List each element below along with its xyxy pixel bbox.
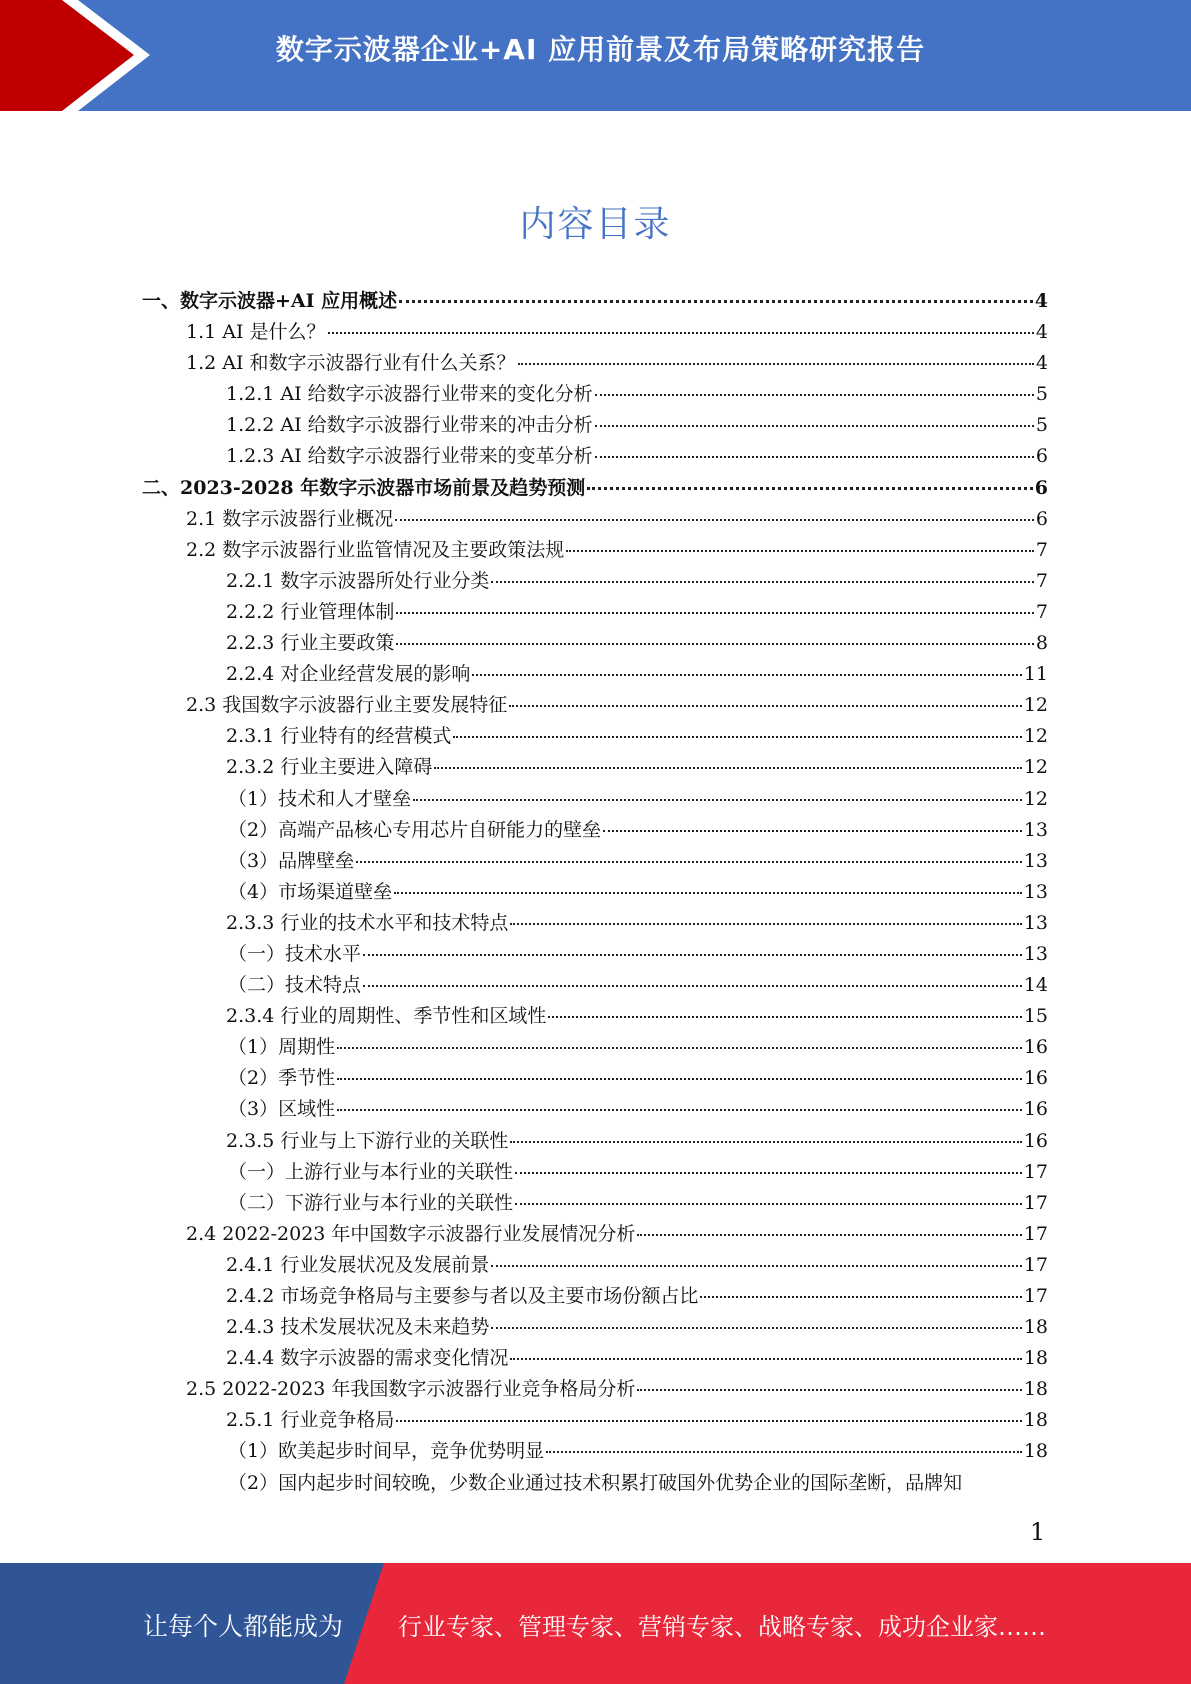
toc-heading: 内容目录 [519,204,672,245]
toc-entry-text: （2）国内起步时间较晚，少数企业通过技术积累打破国外优势企业的国际垄断，品牌知 [228,1471,963,1494]
toc-entry[interactable] [142,1063,1048,1094]
toc-entry-text: 2.2.2 行业管理体制 [226,600,395,623]
toc-leader-dots [491,1327,1021,1329]
toc-entry[interactable] [142,348,1048,379]
toc-entry-text: 2.4 2022-2023 年中国数字示波器行业发展情况分析 [186,1222,636,1245]
toc-entry[interactable] [142,1374,1048,1405]
toc-entry-text: 1.1 AI 是什么？ [186,321,326,344]
toc-entry-text: 2.2.1 数字示波器所处行业分类 [226,569,490,592]
toc-leader-dots [491,581,1034,583]
toc-page-number: 7 [1035,569,1048,592]
toc-leader-dots [595,394,1034,396]
toc-page-number: 7 [1035,600,1048,623]
toc-page-number: 16 [1023,1098,1048,1121]
toc-entry[interactable] [142,597,1048,628]
toc-entry[interactable] [142,628,1048,659]
toc-entry[interactable] [142,1188,1048,1219]
toc-entry-text: 1.2 AI 和数字示波器行业有什么关系？ [186,352,516,375]
toc-page-number: 7 [1035,538,1048,561]
toc-page-number: 18 [1023,1409,1048,1432]
toc-leader-dots [546,1451,1022,1453]
toc-entry[interactable] [142,410,1048,441]
toc-page-number: 17 [1023,1253,1048,1276]
toc-entry-text: 二、2023-2028 年数字示波器市场前景及趋势预测 [142,476,586,499]
toc-entry-text: 2.4.1 行业发展状况及发展前景 [226,1253,490,1276]
toc-entry[interactable] [142,970,1048,1001]
toc-leader-dots [363,985,1022,987]
toc-entry[interactable] [142,1032,1048,1063]
toc-leader-dots [548,1016,1021,1018]
toc-entry-text: 2.4.3 技术发展状况及未来趋势 [226,1316,490,1339]
header-banner [0,0,1191,111]
toc-page-number: 17 [1023,1222,1048,1245]
toc-page-number: 18 [1023,1347,1048,1370]
toc-entry-text: 1.2.1 AI 给数字示波器行业带来的变化分析 [226,383,593,406]
toc-page-number: 13 [1023,911,1048,934]
toc-entry[interactable] [142,1219,1048,1250]
toc-leader-dots [413,799,1022,801]
toc-entry-text: （二）下游行业与本行业的关联性 [228,1191,514,1214]
toc-leader-dots [510,923,1021,925]
toc-leader-dots [394,892,1022,894]
toc-entry[interactable] [142,1468,1048,1499]
toc-leader-dots [510,1141,1021,1143]
toc-leader-dots [396,643,1034,645]
toc-entry[interactable] [142,1126,1048,1157]
toc-page-number: 15 [1023,1005,1048,1028]
toc-entry[interactable] [142,784,1048,815]
toc-entry[interactable] [142,815,1048,846]
toc-leader-dots [396,1420,1021,1422]
toc-page-number: 12 [1023,725,1048,748]
toc-entry[interactable] [142,1157,1048,1188]
toc-entry[interactable] [142,504,1048,535]
toc-entry-text: 1.2.2 AI 给数字示波器行业带来的冲击分析 [226,414,593,437]
toc-leader-dots [453,736,1021,738]
toc-page-number: 12 [1023,787,1048,810]
toc-leader-dots [337,1047,1022,1049]
toc-entry-text: 2.3.2 行业主要进入障碍 [226,756,433,779]
toc-page-number: 4 [1034,290,1048,312]
toc-entry[interactable] [142,1436,1048,1467]
toc-leader-dots [566,550,1034,552]
toc-entry-text: （一）上游行业与本行业的关联性 [228,1160,514,1183]
toc-entry[interactable] [142,908,1048,939]
toc-entry[interactable] [142,877,1048,908]
toc-entry[interactable] [142,846,1048,877]
toc-entry[interactable] [142,659,1048,690]
toc-entry-text: （2）季节性 [228,1067,336,1090]
toc-entry-text: （一）技术水平 [228,942,362,965]
toc-entry-text: 2.5 2022-2023 年我国数字示波器行业竞争格局分析 [186,1378,636,1401]
toc-entry-text: （1）欧美起步时间早，竞争优势明显 [228,1440,545,1463]
toc-entry[interactable] [142,566,1048,597]
toc-entry-text: 2.4.2 市场竞争格局与主要参与者以及主要市场份额占比 [226,1285,699,1307]
toc-leader-dots [396,612,1034,614]
toc-entry-text: 2.3.3 行业的技术水平和技术特点 [226,911,509,934]
toc-leader-dots [399,300,1033,303]
toc-leader-dots [395,519,1034,521]
toc-entry-text: 2.2 数字示波器行业监管情况及主要政策法规 [186,538,565,561]
toc-entry-text: 1.2.3 AI 给数字示波器行业带来的变革分析 [226,445,593,468]
footer-banner [0,1563,1191,1684]
toc-entry-text: （二）技术特点 [228,974,362,997]
toc-leader-dots [328,332,1034,334]
toc-entry[interactable] [142,317,1048,348]
toc-leader-dots [637,1389,1021,1391]
toc-entry-text: （1）周期性 [228,1036,336,1059]
toc-entry-text: 2.3.1 行业特有的经营模式 [226,725,452,748]
toc-entry-text: 2.4.4 数字示波器的需求变化情况 [226,1347,509,1370]
toc-entry-text: 2.3 我国数字示波器行业主要发展特征 [186,694,508,717]
toc-leader-dots [337,1109,1022,1111]
toc-entry-text: 2.1 数字示波器行业概况 [186,507,394,530]
toc-leader-dots [434,767,1021,769]
toc-page-number: 17 [1023,1191,1048,1214]
toc-entry[interactable] [142,1281,1048,1312]
toc-leader-dots [595,425,1034,427]
toc-page-number: 16 [1023,1129,1048,1152]
toc-page-number: 13 [1023,942,1048,965]
toc-entry[interactable] [142,473,1048,504]
toc-entry[interactable] [142,721,1048,752]
footer-slogan-left: 让每个人都能成为 [143,1612,344,1641]
toc-entry-text: （3）品牌壁垒 [228,849,355,872]
toc-leader-dots [587,487,1033,490]
toc-entry-text: 2.2.4 对企业经营发展的影响 [226,663,471,686]
toc-leader-dots [595,456,1034,458]
toc-entry[interactable] [142,286,1048,317]
toc-page-number: 6 [1035,445,1048,468]
toc-page-number: 6 [1034,476,1048,499]
toc-page-number: 12 [1023,694,1048,717]
toc-page-number: 13 [1023,818,1048,841]
toc-entry[interactable] [142,939,1048,970]
toc-leader-dots [515,1172,1022,1174]
toc-entry-text: 2.3.4 行业的周期性、季节性和区域性 [226,1005,547,1028]
toc-entry[interactable] [142,752,1048,783]
toc-leader-dots [509,705,1022,707]
toc-entry[interactable] [142,1405,1048,1436]
toc-page-number: 8 [1035,632,1048,655]
toc-entry-text: 一、数字示波器+AI 应用概述 [142,290,398,312]
toc-page-number: 14 [1023,974,1048,997]
toc-page-number: 18 [1023,1316,1048,1339]
toc-leader-dots [363,954,1022,956]
toc-leader-dots [356,861,1022,863]
toc-page-number: 6 [1035,507,1048,530]
toc-page-number: 17 [1023,1160,1048,1183]
toc-leader-dots [515,1203,1022,1205]
toc-page-number: 4 [1035,321,1048,344]
toc-entry-text: （4）市场渠道壁垒 [228,880,393,903]
toc-leader-dots [510,1358,1021,1360]
toc-entry[interactable] [142,1250,1048,1281]
toc-page-number: 18 [1023,1378,1048,1401]
toc-entry[interactable] [142,690,1048,721]
page-number: 1 [1030,1518,1046,1546]
toc-leader-dots [491,1265,1021,1267]
toc-entry[interactable] [142,1001,1048,1032]
toc-page-number: 11 [1023,663,1048,686]
toc-entry-text: （3）区域性 [228,1098,336,1121]
toc-page-number: 16 [1023,1067,1048,1090]
toc-entry[interactable] [142,535,1048,566]
toc-entry[interactable] [142,379,1048,410]
toc-page-number: 5 [1035,383,1048,406]
toc-entry-text: （2）高端产品核心专用芯片自研能力的壁垒 [228,818,602,841]
toc-entry-text: 2.5.1 行业竞争格局 [226,1409,395,1432]
toc-leader-dots [472,674,1021,676]
toc-leader-dots [518,363,1034,365]
toc-entry-text: （1）技术和人才壁垒 [228,787,412,810]
toc-entry[interactable] [142,441,1048,472]
toc-leader-dots [603,830,1022,832]
toc-leader-dots [700,1296,1021,1298]
toc-leader-dots [637,1234,1021,1236]
toc-leader-dots [337,1078,1022,1080]
toc-entry[interactable] [142,1094,1048,1125]
toc-page-number: 16 [1023,1036,1048,1059]
toc-page-number: 13 [1023,849,1048,872]
toc-page-number: 13 [1023,880,1048,903]
footer-slogan-right: 行业专家、管理专家、营销专家、战略专家、成功企业家…… [398,1613,1046,1641]
toc-entry-text: 2.3.5 行业与上下游行业的关联性 [226,1129,509,1152]
report-title: 数字示波器企业+AI 应用前景及布局策略研究报告 [275,33,926,66]
toc-page-number: 5 [1035,414,1048,437]
toc-entry[interactable] [142,1343,1048,1374]
toc-page-number: 18 [1023,1440,1048,1463]
toc-page-number: 12 [1023,756,1048,779]
toc-entry[interactable] [142,1312,1048,1343]
table-of-contents [142,286,1048,1499]
toc-page-number: 17 [1023,1285,1048,1307]
toc-page-number: 4 [1035,352,1048,375]
toc-entry-text: 2.2.3 行业主要政策 [226,632,395,655]
